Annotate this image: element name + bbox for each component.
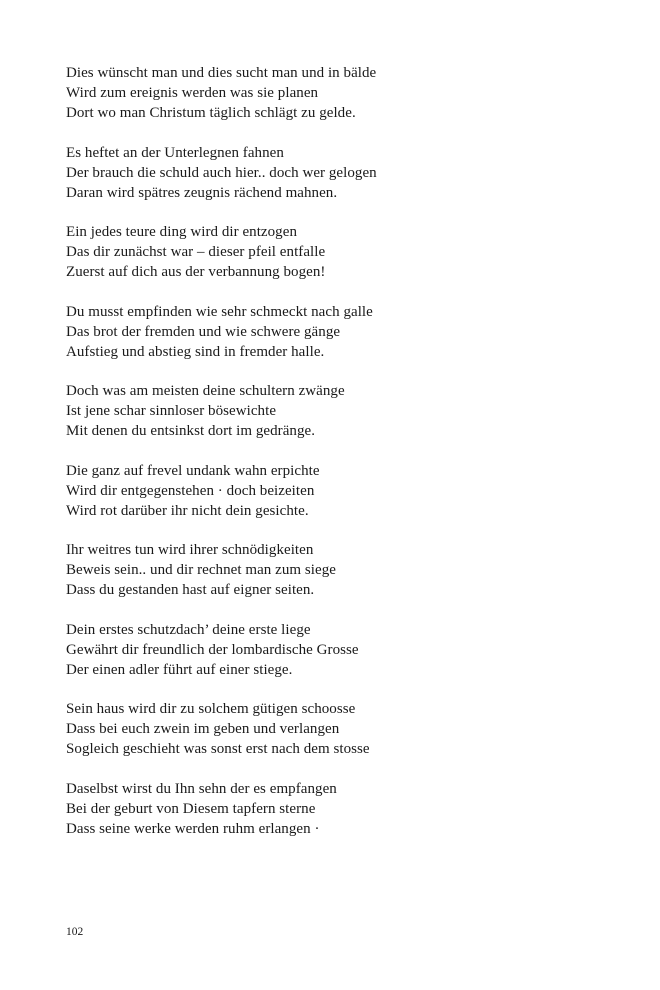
- verse-line: Mit denen du entsinkst dort im gedränge.: [66, 423, 316, 439]
- verse-line: Daran wird spätres zeugnis rächend mahnen.: [66, 184, 338, 201]
- verse-line: Ihr weitres tun wird ihrer schnödigkeiten: [66, 542, 314, 558]
- verse-line: Bei der geburt von Diesem tapfern sterne: [66, 800, 316, 817]
- verse-line: Dass du gestanden hast auf eigner seiten.: [66, 582, 315, 598]
- verse-line: Sein haus wird dir zu solchem gütigen schoosse: [66, 701, 356, 717]
- verse-line: Aufstieg und abstieg sind in fremder halle.: [66, 343, 325, 360]
- stanza-6: [66, 461, 626, 521]
- stanza-1: [66, 63, 626, 123]
- verse-line: Wird zum ereignis werden was sie planen: [66, 85, 319, 101]
- verse-line: Dass bei euch zwein im geben und verlangen: [66, 721, 340, 737]
- page-number: 102: [66, 926, 84, 938]
- stanza-7: [66, 540, 626, 600]
- verse-line: Der einen adler führt auf einer stiege.: [66, 661, 293, 678]
- stanza-8: [66, 620, 626, 680]
- verse-line: Zuerst auf dich aus der verbannung bogen!: [66, 264, 326, 280]
- verse-line: Wird rot darüber ihr nicht dein gesichte.: [66, 502, 309, 519]
- verse-line: Das brot der fremden und wie schwere gänge: [66, 323, 341, 340]
- stanza-4: [66, 302, 626, 362]
- stanza-3: [66, 222, 626, 282]
- poem-text: [66, 63, 626, 858]
- verse-line: Dies wünscht man und dies sucht man und in bälde: [66, 65, 377, 81]
- verse-line: Beweis sein.. und dir rechnet man zum siege: [66, 562, 336, 578]
- stanza-2: [66, 143, 626, 203]
- stanza-5: [66, 381, 626, 441]
- verse-line: Sogleich geschieht was sonst erst nach dem stosse: [66, 741, 370, 757]
- verse-line: Dort wo man Christum täglich schlägt zu gelde.: [66, 105, 356, 121]
- verse-line: Das dir zunächst war – dieser pfeil entfalle: [66, 244, 326, 260]
- verse-line: Es heftet an der Unterlegnen fahnen: [66, 144, 284, 161]
- stanza-9: [66, 699, 626, 759]
- verse-line: Wird dir entgegenstehen · doch beizeiten: [66, 482, 315, 499]
- verse-line: Ein jedes teure ding wird dir entzogen: [66, 224, 297, 240]
- stanza-10: [66, 779, 626, 839]
- verse-line: Daselbst wirst du Ihn sehn der es empfangen: [66, 780, 337, 797]
- verse-line: Gewährt dir freundlich der lombardische Grosse: [66, 641, 359, 658]
- verse-line: Der brauch die schuld auch hier.. doch wer gelogen: [66, 164, 377, 181]
- verse-line: Ist jene schar sinnloser bösewichte: [66, 403, 277, 419]
- verse-line: Dein erstes schutzdach’ deine erste liege: [66, 621, 311, 638]
- verse-line: Dass seine werke werden ruhm erlangen ·: [66, 820, 320, 837]
- verse-line: Die ganz auf frevel undank wahn erpichte: [66, 462, 320, 479]
- verse-line: Doch was am meisten deine schultern zwänge: [66, 383, 345, 399]
- verse-line: Du musst empfinden wie sehr schmeckt nach galle: [66, 303, 373, 320]
